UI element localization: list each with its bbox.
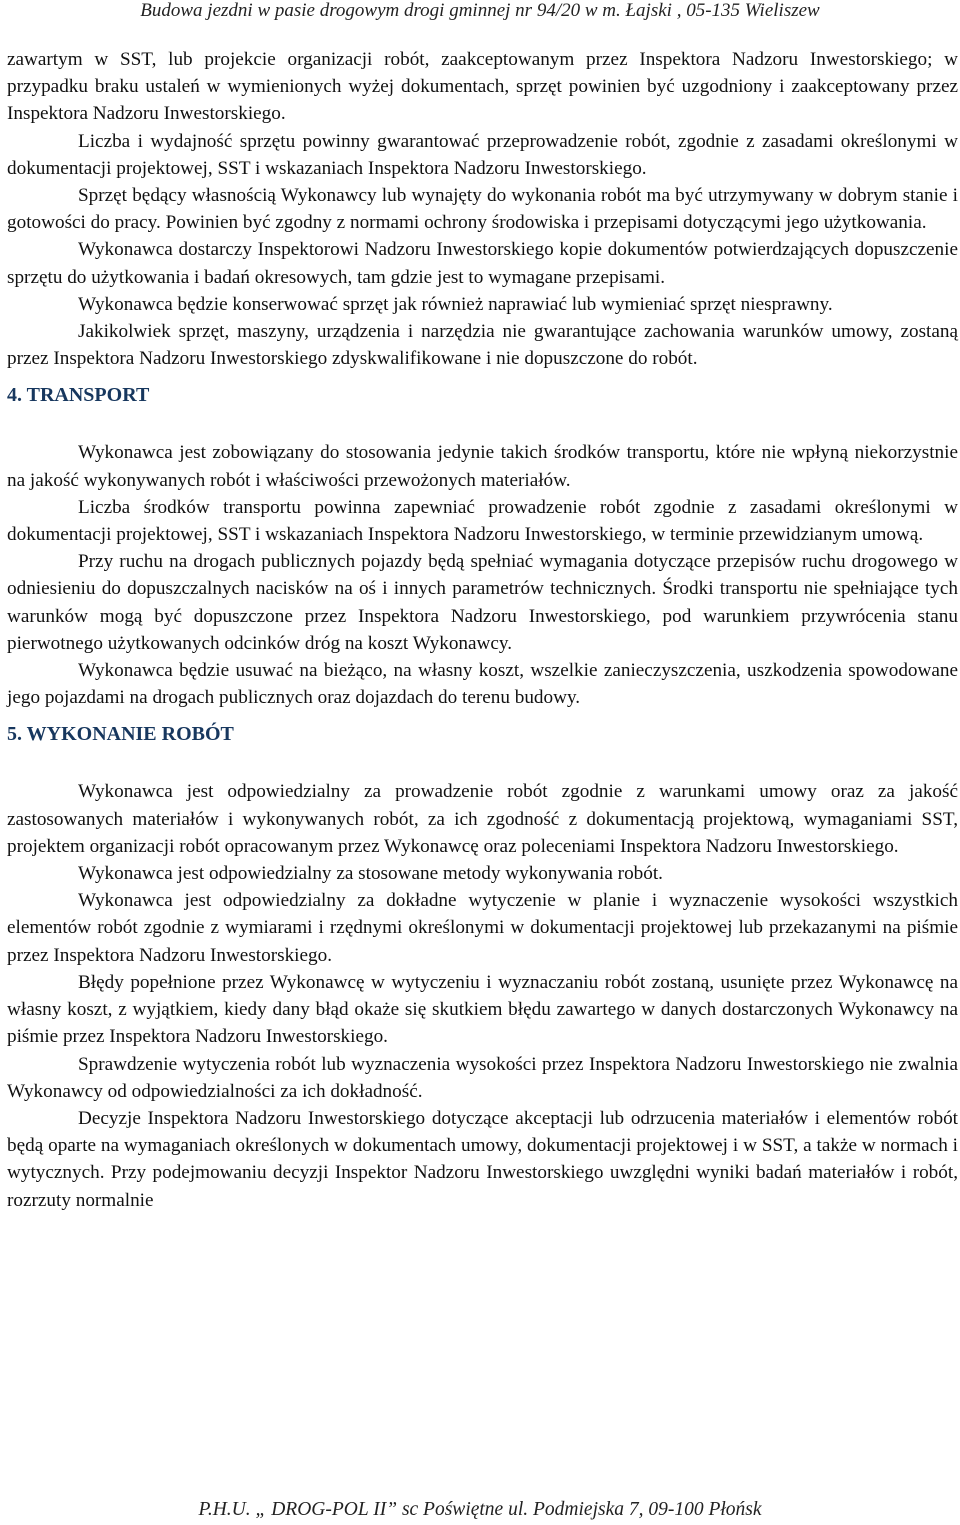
paragraph: Wykonawca będzie usuwać na bieżąco, na własny koszt, wszelkie zanieczyszczenia, uszkodzenia spowodowane jego pojazdami na drogach publicznych oraz dojazdach do terenu budowy.: [7, 660, 958, 709]
section-heading-transport: 4. TRANSPORT: [7, 384, 150, 407]
paragraph: Jakikolwiek sprzęt, maszyny, urządzenia i narzędzia nie gwarantujące zachowania warunków umowy, zostaną przez Inspektora Nadzoru Inwestorskiego zdyskwalifikowane i nie dopuszczone do robót.: [7, 321, 958, 370]
paragraph: Liczba i wydajność sprzętu powinny gwarantować przeprowadzenie robót, zgodnie z zasadami określonymi w dokumentacji projektowej, SST i wskazaniach Inspektora Nadzoru Inwestorskiego.: [7, 130, 958, 179]
paragraph: Wykonawca jest odpowiedzialny za dokładne wytyczenie w planie i wyznaczenie wysokości wszystkich elementów robót zgodnie z wymiarami i rzędnymi określonymi w dokumentacji projektowej lub przekazanymi na piśmie przez Inspektora Nadzoru Inwestorskiego.: [7, 890, 958, 966]
paragraph: Wykonawca jest odpowiedzialny za prowadzenie robót zgodnie z warunkami umowy oraz za jakość zastosowanych materiałów i wykonywanych robót, za ich zgodność z dokumentacją projektową, wymaganiami SST, projektem organizacji robót opracowanym przez Wykonawcę oraz poleceniami Inspektora Nadzoru Inwestorskiego.: [7, 781, 958, 857]
paragraph: Przy ruchu na drogach publicznych pojazdy będą spełniać wymagania dotyczące przepisów ruchu drogowego w odniesieniu do dopuszczalnych nacisków na oś i innych parametrów technicznych. Środki transportu nie spełniające tych warunków mogą być dopuszczone przez Inspektora Nadzoru Inwestorskiego, pod warunkiem przywrócenia stanu pierwotnego użytkowanych odcinków dróg na koszt Wykonawcy.: [7, 551, 958, 654]
section-heading-works-execution: 5. WYKONANIE ROBÓT: [7, 723, 234, 746]
document-body: [7, 46, 958, 1214]
paragraph: Wykonawca jest odpowiedzialny za stosowane metody wykonywania robót.: [78, 863, 663, 885]
paragraph: Sprzęt będący własnością Wykonawcy lub wynajęty do wykonania robót ma być utrzymywany w dobrym stanie i gotowości do pracy. Powinien być zgodny z normami ochrony środowiska i przepisami dotyczącymi jego użytkowania.: [7, 185, 958, 234]
paragraph: Błędy popełnione przez Wykonawcę w wytyczeniu i wyznaczaniu robót zostaną, usunięte przez Wykonawcę na własny koszt, z wyjątkiem, kiedy dany błąd okaże się skutkiem błędu zawartego w danych dostarczonych Wykonawcy na piśmie przez Inspektora Nadzoru Inwestorskiego.: [7, 971, 958, 1048]
running-footer: P.H.U. „ DROG-POL II” sc Poświętne ul. Podmiejska 7, 09-100 Płońsk: [198, 1499, 762, 1520]
running-header: Budowa jezdni w pasie drogowym drogi gminnej nr 94/20 w m. Łajski , 05-135 Wieliszew: [140, 0, 820, 21]
paragraph: zawartym w SST, lub projekcie organizacji robót, zaakceptowanym przez Inspektora Nadzoru Inwestorskiego; w przypadku braku ustaleń w wymienionych wyżej dokumentach, sprzęt powinien być uzgodniony i zaakceptowany przez Inspektora Nadzoru Inwestorskiego.: [7, 49, 958, 125]
paragraph: Wykonawca dostarczy Inspektorowi Nadzoru Inwestorskiego kopie dokumentów potwierdzających dopuszczenie sprzętu do użytkowania i badań okresowych, tam gdzie jest to wymagane przepisami.: [7, 239, 958, 288]
section-transport: [7, 382, 958, 711]
paragraph: Wykonawca jest zobowiązany do stosowania jedynie takich środków transportu, które nie wpłyną niekorzystnie na jakość wykonywanych robót i właściwości przewożonych materiałów.: [7, 442, 958, 491]
paragraph: Decyzje Inspektora Nadzoru Inwestorskiego dotyczące akceptacji lub odrzucenia materiałów i elementów robót będą oparte na wymaganiach określonych w dokumentach umowy, dokumentacji projektowej i w SST, a także w normach i wytycznych. Przy podejmowaniu decyzji Inspektor Nadzoru Inwestorskiego uwzględni wyniki badań materiałów i robót, rozrzuty normalnie: [7, 1107, 958, 1211]
section-equipment: [7, 46, 958, 372]
paragraph: Sprawdzenie wytyczenia robót lub wyznaczenia wysokości przez Inspektora Nadzoru Inwestorskiego nie zwalnia Wykonawcy od odpowiedzialności za ich dokładność.: [7, 1053, 958, 1102]
paragraph: Wykonawca będzie konserwować sprzęt jak również naprawiać lub wymieniać sprzęt niesprawny.: [78, 293, 833, 315]
paragraph: Liczba środków transportu powinna zapewniać prowadzenie robót zgodnie z zasadami określonymi w dokumentacji projektowej, SST i wskazaniach Inspektora Nadzoru Inwestorskiego, w terminie przewidzianym umową.: [7, 496, 958, 546]
section-works-execution: [7, 721, 958, 1213]
